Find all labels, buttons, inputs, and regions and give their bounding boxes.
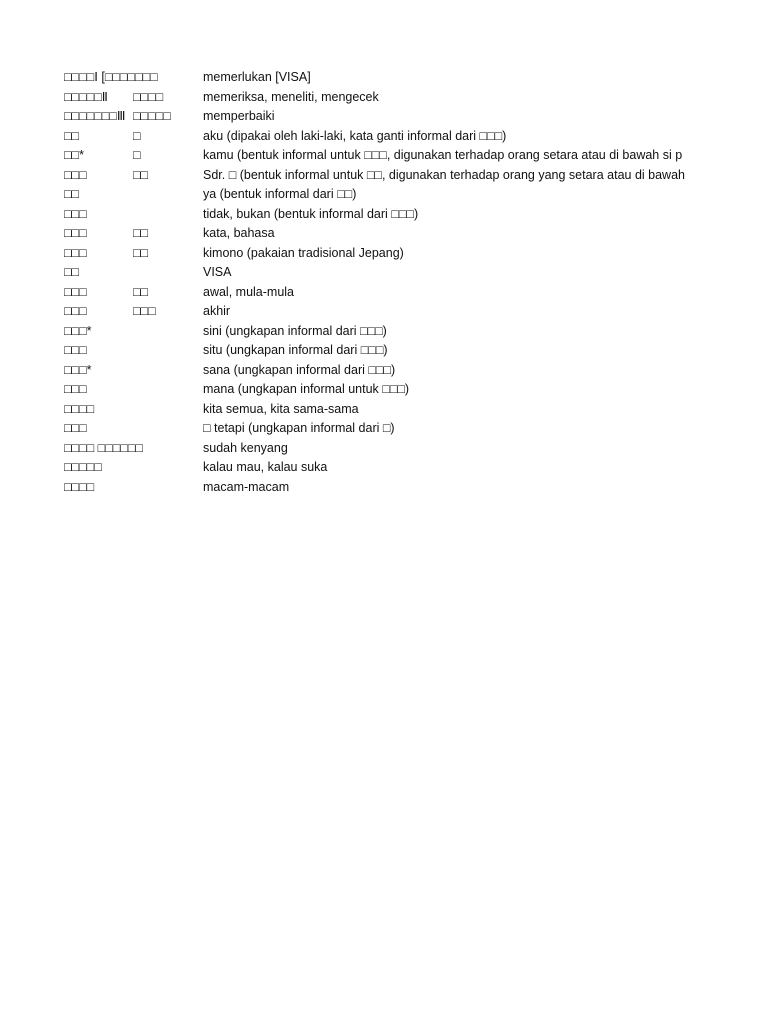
kana-cell: □□□□□Ⅱ bbox=[64, 89, 108, 104]
kanji-cell: □□ bbox=[133, 245, 149, 260]
kana-cell: □□□* bbox=[64, 362, 92, 377]
kanji-cell: □□ bbox=[133, 167, 149, 182]
meaning-cell: situ (ungkapan informal dari □□□) bbox=[203, 343, 388, 357]
kana-cell: □□□ bbox=[64, 382, 87, 396]
meaning-cell: memperbaiki bbox=[203, 109, 275, 123]
meaning-cell: memeriksa, meneliti, mengecek bbox=[203, 89, 379, 104]
table-row bbox=[64, 380, 690, 400]
table-row bbox=[64, 400, 690, 420]
kana-cell: □□□□ □□□□□□ bbox=[64, 440, 143, 455]
meaning-cell: sudah kenyang bbox=[203, 440, 288, 455]
meaning-cell: aku (dipakai oleh laki-laki, kata ganti informal dari □□□) bbox=[203, 128, 507, 143]
kana-cell: □□□ bbox=[64, 304, 87, 318]
table-row bbox=[64, 283, 690, 303]
table-row bbox=[64, 302, 690, 322]
table-row bbox=[64, 205, 690, 225]
meaning-cell: kimono (pakaian tradisional Jepang) bbox=[203, 245, 404, 260]
kana-cell: □□□□Ⅰ [□□□□□□□ bbox=[64, 70, 158, 84]
kana-cell: □□□ bbox=[64, 226, 87, 240]
table-row bbox=[64, 185, 690, 205]
kana-cell: □□□ bbox=[64, 206, 87, 221]
kana-cell: □□ bbox=[64, 265, 80, 279]
kana-cell: □□ bbox=[64, 128, 80, 143]
table-row bbox=[64, 146, 690, 166]
table-row bbox=[64, 419, 690, 439]
kana-cell: □□□ bbox=[64, 245, 87, 260]
table-row bbox=[64, 478, 690, 498]
table-row bbox=[64, 127, 690, 147]
table-row bbox=[64, 458, 690, 478]
kanji-cell: □ bbox=[133, 148, 141, 162]
kana-cell: □□□□□□□Ⅲ bbox=[64, 109, 126, 123]
table-row bbox=[64, 439, 690, 459]
kanji-cell: □□□□□ bbox=[133, 109, 171, 123]
table-row bbox=[64, 341, 690, 361]
kanji-cell: □ bbox=[133, 128, 141, 143]
meaning-cell: akhir bbox=[203, 304, 231, 318]
table-row bbox=[64, 244, 690, 264]
table-row bbox=[64, 68, 690, 88]
vocabulary-sheet bbox=[64, 68, 690, 497]
kanji-cell: □□ bbox=[133, 284, 149, 299]
meaning-cell: memerlukan [VISA] bbox=[203, 70, 311, 84]
meaning-cell: macam-macam bbox=[203, 479, 290, 494]
kana-cell: □□□□ bbox=[64, 401, 95, 416]
meaning-cell: VISA bbox=[203, 265, 232, 279]
table-row bbox=[64, 107, 690, 127]
table-row bbox=[64, 224, 690, 244]
meaning-cell: kamu (bentuk informal untuk □□□, digunakan terhadap orang setara atau di bawah si p bbox=[203, 148, 683, 162]
kana-cell: □□ bbox=[64, 187, 80, 201]
meaning-cell: Sdr. □ (bentuk informal untuk □□, digunakan terhadap orang yang setara atau di bawah bbox=[203, 167, 685, 182]
meaning-cell: sana (ungkapan informal dari □□□) bbox=[203, 362, 396, 377]
meaning-cell: ya (bentuk informal dari □□) bbox=[203, 187, 357, 201]
kana-cell: □□□ bbox=[64, 284, 87, 299]
kana-cell: □□□ bbox=[64, 421, 87, 435]
kana-cell: □□□* bbox=[64, 323, 92, 338]
table-row bbox=[64, 263, 690, 283]
meaning-cell: awal, mula-mula bbox=[203, 284, 295, 299]
table-row bbox=[64, 361, 690, 381]
table-row bbox=[64, 166, 690, 186]
table-row bbox=[64, 88, 690, 108]
meaning-cell: mana (ungkapan informal untuk □□□) bbox=[203, 382, 410, 396]
meaning-cell: tidak, bukan (bentuk informal dari □□□) bbox=[203, 206, 419, 221]
table-row bbox=[64, 322, 690, 342]
kana-cell: □□□□ bbox=[64, 479, 95, 494]
meaning-cell: kata, bahasa bbox=[203, 226, 275, 240]
meaning-cell: □ tetapi (ungkapan informal dari □) bbox=[203, 421, 395, 435]
kana-cell: □□□ bbox=[64, 343, 87, 357]
kanji-cell: □□ bbox=[133, 226, 149, 240]
meaning-cell: kita semua, kita sama-sama bbox=[203, 401, 359, 416]
meaning-cell: kalau mau, kalau suka bbox=[203, 460, 328, 474]
kana-cell: □□□ bbox=[64, 167, 87, 182]
kanji-cell: □□□□ bbox=[133, 89, 164, 104]
meaning-cell: sini (ungkapan informal dari □□□) bbox=[203, 323, 387, 338]
kana-cell: □□□□□ bbox=[64, 460, 102, 474]
kana-cell: □□* bbox=[64, 148, 84, 162]
kanji-cell: □□□ bbox=[133, 304, 156, 318]
